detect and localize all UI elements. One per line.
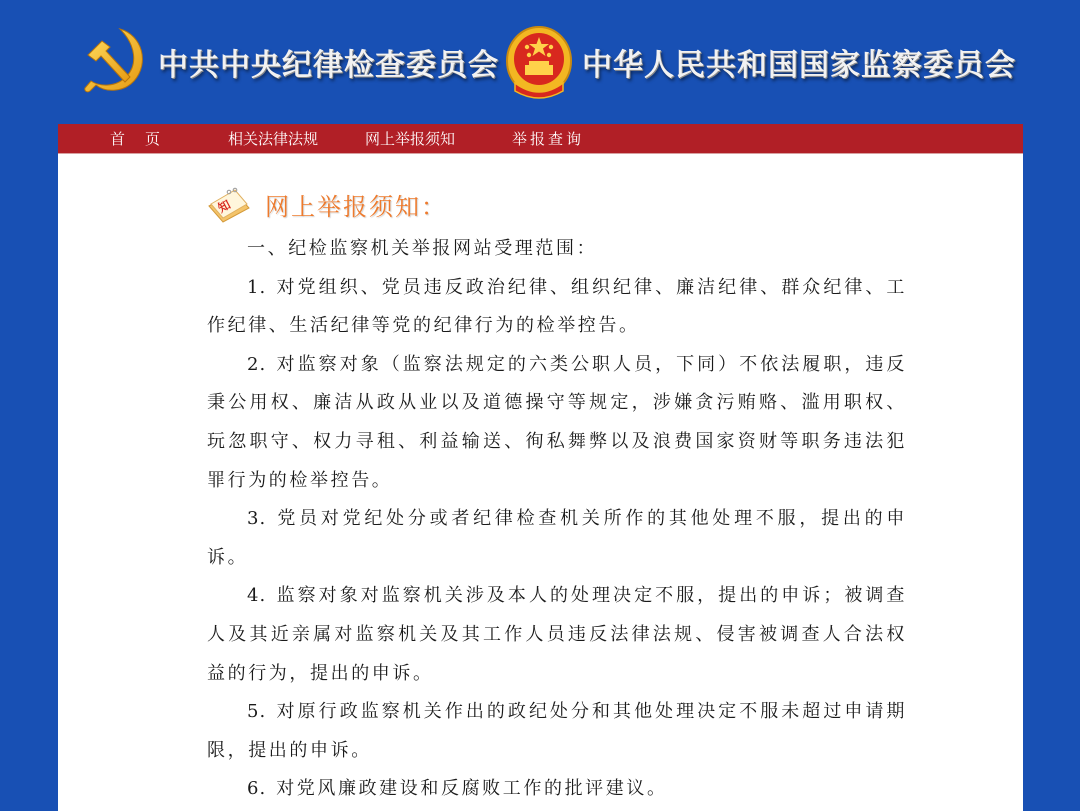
- hammer-sickle-icon: [80, 25, 152, 97]
- nav-home[interactable]: 首页: [110, 130, 181, 148]
- site-header: [0, 0, 1080, 124]
- calendar-icon: [205, 184, 253, 224]
- list-item: 1. 对党组织、党员违反政治纪律、组织纪律、廉洁纪律、群众纪律、工作纪律、生活纪律等党的纪律行为的检举控告。: [207, 276, 907, 337]
- svg-text:知: 知: [215, 197, 233, 216]
- nav-online-report-notice[interactable]: 网上举报须知: [365, 130, 456, 148]
- nav-related-laws[interactable]: 相关法律法规: [228, 130, 319, 148]
- notice-heading: [205, 182, 447, 226]
- notice-body: [207, 230, 907, 809]
- nav-report-query[interactable]: 举报查询: [512, 130, 585, 148]
- national-emblem-icon: [505, 25, 573, 101]
- national-supervisory-commission-title: 中华人民共和国国家监察委员会: [582, 48, 1016, 83]
- cpc-discipline-commission-title: 中共中央纪律检查委员会: [158, 48, 499, 83]
- page-title: 网上举报须知：: [265, 192, 447, 221]
- list-item: 5. 对原行政监察机关作出的政纪处分和其他处理决定不服未超过申请期限，提出的申诉。: [207, 701, 907, 761]
- main-nav: [58, 124, 1023, 154]
- list-item: 2. 对监察对象（监察法规定的六类公职人员，下同）不依法履职，违反秉公用权、廉洁从政从业以及道德操守等规定，涉嫌贪污贿赂、滥用职权、玩忽职守、权力寻租、利益输送、徇私舞弊以及浪费国家资财等职务违法犯罪行为的检举控告。: [207, 353, 907, 491]
- list-item: 4. 监察对象对监察机关涉及本人的处理决定不服，提出的申诉；被调查人及其近亲属对监察机关及其工作人员违反法律法规、侵害被调查人合法权益的行为，提出的申诉。: [207, 585, 907, 684]
- list-item: 3. 党员对党纪处分或者纪律检查机关所作的其他处理不服，提出的申诉。: [207, 508, 907, 568]
- list-item: 6. 对党风廉政建设和反腐败工作的批评建议。: [247, 778, 668, 800]
- main-content-panel: [58, 124, 1023, 811]
- section-heading: 一、纪检监察机关举报网站受理范围：: [247, 238, 598, 259]
